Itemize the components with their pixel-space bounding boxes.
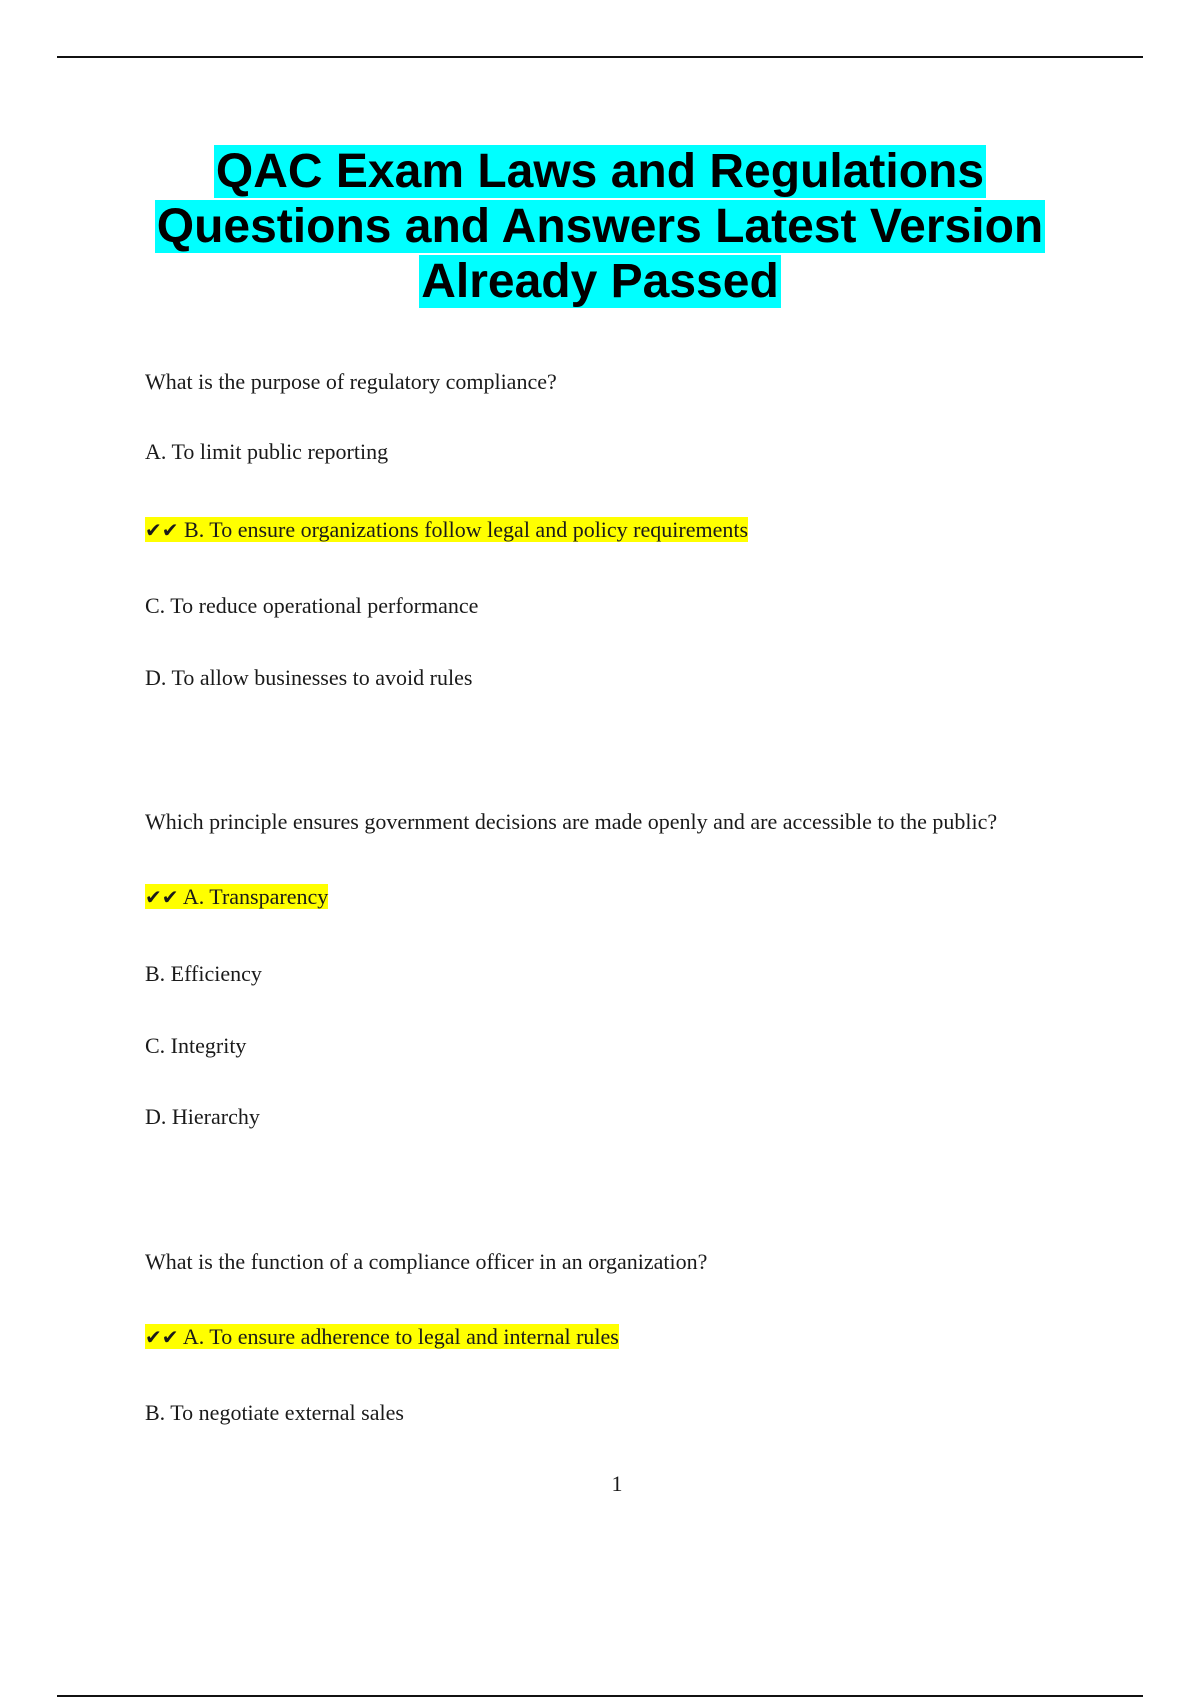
top-rule xyxy=(57,56,1143,58)
question-2-option-c: C. Integrity xyxy=(145,1033,247,1058)
double-check-icon: ✔✔ xyxy=(145,885,179,909)
document-title xyxy=(100,144,1100,309)
question-1: What is the purpose of regulatory compliance? xyxy=(145,369,557,394)
question-3: What is the function of a compliance officer in an organization? xyxy=(145,1249,708,1274)
bottom-rule xyxy=(57,1695,1143,1697)
question-1-option-c: C. To reduce operational performance xyxy=(145,593,479,618)
title-line: Already Passed xyxy=(421,255,779,308)
question-2-option-a-correct xyxy=(145,883,328,911)
question-1-option-b-correct xyxy=(145,516,748,544)
title-line: QAC Exam Laws and Regulations xyxy=(215,145,985,198)
question-1-option-d: D. To allow businesses to avoid rules xyxy=(145,665,473,690)
question-1-option-a: A. To limit public reporting xyxy=(145,439,389,464)
page-number: 1 xyxy=(611,1471,623,1496)
option-text: A. To ensure adherence to legal and internal rules xyxy=(182,1324,619,1349)
question-2-option-b: B. Efficiency xyxy=(145,961,262,986)
title-line: Questions and Answers Latest Version xyxy=(156,200,1044,253)
double-check-icon: ✔✔ xyxy=(145,518,179,542)
double-check-icon: ✔✔ xyxy=(145,1325,179,1349)
option-text: A. Transparency xyxy=(182,884,329,909)
question-2-option-d: D. Hierarchy xyxy=(145,1104,260,1129)
option-text: B. To ensure organizations follow legal and policy requirements xyxy=(184,517,749,542)
question-3-option-b: B. To negotiate external sales xyxy=(145,1400,404,1425)
question-2: Which principle ensures government decisions are made openly and are accessible to the public? xyxy=(145,809,998,834)
question-3-option-a-correct xyxy=(145,1323,619,1351)
